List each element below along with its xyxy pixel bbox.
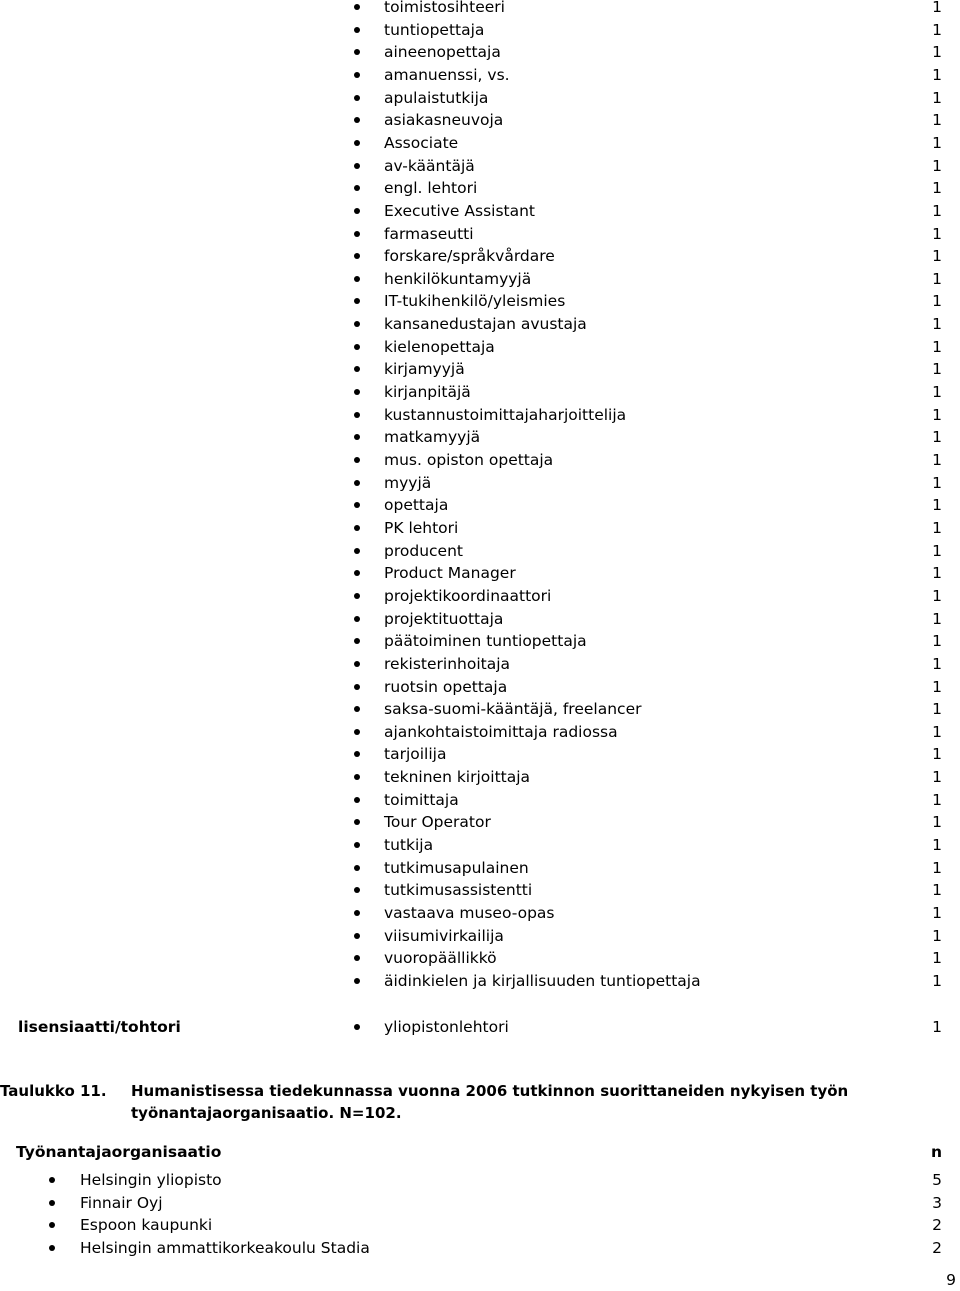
bullet-icon [354, 95, 360, 101]
list-item-label: IT-tukihenkilö/yleismies [384, 292, 566, 311]
bullet-icon [354, 548, 360, 554]
list-item [354, 132, 942, 154]
employer-count: 2 [932, 1216, 942, 1235]
degree-group-row [18, 1016, 942, 1038]
bullet-icon [49, 1177, 55, 1183]
list-item-label: amanuenssi, vs. [384, 65, 510, 84]
bullet-icon [354, 4, 360, 10]
list-item [354, 245, 942, 267]
list-item-count: 1 [932, 156, 942, 175]
list-item [354, 358, 942, 380]
list-item-label: projektikoordinaattori [384, 586, 552, 605]
list-item-label: rekisterinhoitaja [384, 654, 511, 673]
list-item [354, 653, 942, 675]
list-item [354, 336, 942, 358]
list-item [354, 426, 942, 448]
list-item-count: 1 [932, 133, 942, 152]
list-item [354, 200, 942, 222]
list-item-label: tekninen kirjoittaja [384, 768, 531, 787]
list-item-label: opettaja [384, 496, 449, 515]
list-item-label: kielenopettaja [384, 337, 495, 356]
list-item-count: 1 [932, 65, 942, 84]
bullet-icon [354, 117, 360, 123]
list-item-count: 1 [932, 904, 942, 922]
bullet-icon [354, 185, 360, 191]
list-item-count: 1 [932, 768, 942, 787]
list-item-count: 1 [932, 677, 942, 696]
list-item-label: vastaava museo-opas [384, 904, 555, 922]
list-item-label: kustannustoimittajaharjoittelija [384, 405, 627, 424]
list-item-label: asiakasneuvoja [384, 111, 504, 130]
bullet-icon [354, 865, 360, 871]
list-item-label: äidinkielen ja kirjallisuuden tuntiopettaja [384, 971, 701, 990]
bullet-icon [354, 933, 360, 939]
list-item-count: 1 [932, 337, 942, 356]
bullet-icon [354, 276, 360, 282]
employer-name: Helsingin yliopisto [80, 1171, 222, 1189]
list-item-label: päätoiminen tuntiopettaja [384, 632, 587, 651]
list-item-count: 1 [932, 564, 942, 583]
list-item [354, 608, 942, 630]
list-item [354, 268, 942, 290]
list-item [354, 743, 942, 765]
bullet-icon [354, 298, 360, 304]
bullet-icon [354, 457, 360, 463]
list-item-count: 1 [932, 632, 942, 651]
bullet-icon [354, 389, 360, 395]
bullet-icon [354, 616, 360, 622]
degree-category: lisensiaatti/tohtori [18, 1018, 181, 1036]
list-item-count: 1 [932, 111, 942, 130]
list-item-count: 1 [932, 473, 942, 492]
bullet-icon [354, 140, 360, 146]
list-item-label: forskare/språkvårdare [384, 247, 555, 266]
bullet-icon [354, 684, 360, 690]
list-item [354, 155, 942, 177]
list-item [354, 811, 942, 833]
employer-table-header [16, 1141, 942, 1163]
list-item-label: henkilökuntamyyjä [384, 269, 532, 288]
employer-name: Helsingin ammattikorkeakoulu Stadia [80, 1239, 370, 1258]
list-item [354, 834, 942, 856]
list-item-label: mus. opiston opettaja [384, 451, 554, 469]
bullet-icon [354, 819, 360, 825]
list-item-count: 1 [932, 790, 942, 809]
bullet-icon [354, 661, 360, 667]
bullet-icon [354, 910, 360, 916]
table-row [49, 1214, 942, 1236]
bullet-icon [354, 27, 360, 33]
list-item-count: 1 [932, 813, 942, 832]
list-item-label: kansanedustajan avustaja [384, 315, 587, 334]
list-item-count: 1 [932, 20, 942, 39]
list-item-label: kirjamyyjä [384, 360, 465, 379]
list-item [354, 879, 942, 901]
employer-count: 2 [932, 1239, 942, 1258]
list-item-count: 1 [932, 383, 942, 402]
list-item-count: 1 [932, 949, 942, 968]
bullet-icon [354, 887, 360, 893]
list-item-count: 1 [932, 360, 942, 379]
list-item-count: 1 [932, 315, 942, 334]
list-item-label: tuntiopettaja [384, 20, 485, 39]
list-item-count: 1 [932, 292, 942, 311]
list-item [354, 0, 942, 18]
list-item-count: 1 [932, 722, 942, 741]
list-item [354, 64, 942, 86]
table-row [49, 1237, 942, 1259]
list-item-label: Product Manager [384, 564, 516, 583]
list-item-count: 1 [932, 405, 942, 424]
list-item-count: 1 [932, 654, 942, 673]
list-item [354, 676, 942, 698]
list-item-label: ruotsin opettaja [384, 677, 508, 696]
list-item-label: engl. lehtori [384, 179, 478, 198]
bullet-icon [354, 638, 360, 644]
list-item-label: av-kääntäjä [384, 156, 475, 175]
list-item-label: farmaseutti [384, 224, 474, 243]
list-item-label: projektituottaja [384, 609, 504, 628]
bullet-icon [354, 774, 360, 780]
list-item [354, 902, 942, 924]
list-item-count: 1 [932, 201, 942, 220]
list-item-label: Associate [384, 133, 459, 152]
list-item [354, 540, 942, 562]
bullet-icon [354, 593, 360, 599]
list-item-label: ajankohtaistoimittaja radiossa [384, 722, 618, 741]
list-item-count: 1 [932, 700, 942, 719]
list-item-count: 1 [932, 247, 942, 266]
bullet-icon [354, 570, 360, 576]
list-item-count: 1 [932, 858, 942, 877]
list-item-label: myyjä [384, 473, 432, 492]
bullet-icon [354, 1024, 360, 1030]
bullet-icon [354, 978, 360, 984]
employer-name: Finnair Oyj [80, 1193, 163, 1212]
bullet-icon [354, 751, 360, 757]
list-item-label: saksa-suomi-kääntäjä, freelancer [384, 700, 642, 719]
list-item-label: tutkimusapulainen [384, 858, 529, 877]
bullet-icon [354, 480, 360, 486]
bullet-icon [354, 502, 360, 508]
list-item-label: matkamyyjä [384, 428, 481, 447]
list-item-count: 1 [932, 541, 942, 560]
bullet-icon [354, 797, 360, 803]
list-item-label: viisumivirkailija [384, 926, 504, 945]
list-item [354, 381, 942, 403]
bullet-icon [354, 842, 360, 848]
list-item-count: 1 [932, 971, 942, 990]
list-item [354, 87, 942, 109]
list-item-label: apulaistutkija [384, 88, 489, 107]
list-item-count: 1 [932, 836, 942, 855]
bullet-icon [354, 49, 360, 55]
employer-count: 3 [932, 1193, 942, 1212]
list-item-label: producent [384, 541, 463, 560]
table-row [49, 1192, 942, 1214]
table-caption-text-line2: työnantajaorganisaatio. N=102. [131, 1104, 402, 1122]
list-item [354, 721, 942, 743]
list-item-label: aineenopettaja [384, 43, 501, 62]
list-item-label: toimittaja [384, 790, 459, 809]
employer-count: 5 [932, 1171, 942, 1189]
bullet-icon [354, 321, 360, 327]
bullet-icon [354, 344, 360, 350]
list-item-count: 1 [932, 586, 942, 605]
list-item [354, 177, 942, 199]
list-item [354, 947, 942, 969]
list-item-label: tarjoilija [384, 745, 447, 764]
list-item [354, 109, 942, 131]
table-caption-number: Taulukko 11. [0, 1082, 107, 1100]
bullet-icon [354, 525, 360, 531]
employer-header-label: Työnantajaorganisaatio [16, 1143, 222, 1161]
list-item-count: 1 [932, 451, 942, 469]
list-item [354, 290, 942, 312]
bullet-icon [354, 231, 360, 237]
list-item [354, 449, 942, 471]
list-item-label: Executive Assistant [384, 201, 536, 220]
bullet-icon [354, 412, 360, 418]
bullet-icon [354, 163, 360, 169]
list-item-label: vuoropäällikkö [384, 949, 497, 968]
degree-item-label: yliopistonlehtori [384, 1018, 509, 1036]
list-item [354, 630, 942, 652]
bullet-icon [354, 729, 360, 735]
list-item-count: 1 [932, 496, 942, 515]
list-item [354, 562, 942, 584]
list-item [354, 19, 942, 41]
list-item-count: 1 [932, 926, 942, 945]
list-item [354, 698, 942, 720]
list-item-count: 1 [932, 518, 942, 537]
list-item [354, 494, 942, 516]
list-item-count: 1 [932, 179, 942, 198]
page-number: 9 [946, 1271, 956, 1289]
bullet-icon [49, 1245, 55, 1251]
list-item-count: 1 [932, 609, 942, 628]
list-item-label: toimistosihteeri [384, 0, 505, 16]
list-item-count: 1 [932, 881, 942, 900]
list-item [354, 313, 942, 335]
bullet-icon [354, 208, 360, 214]
bullet-icon [49, 1200, 55, 1206]
employer-name: Espoon kaupunki [80, 1216, 213, 1235]
list-item-label: kirjanpitäjä [384, 383, 471, 402]
bullet-icon [354, 434, 360, 440]
bullet-icon [354, 72, 360, 78]
list-item [354, 857, 942, 879]
list-item-label: Tour Operator [384, 813, 491, 832]
list-item-label: tutkija [384, 836, 434, 855]
list-item [354, 925, 942, 947]
bullet-icon [354, 955, 360, 961]
list-item [354, 585, 942, 607]
list-item [354, 970, 942, 992]
bullet-icon [354, 253, 360, 259]
list-item-label: tutkimusassistentti [384, 881, 533, 900]
list-item [354, 472, 942, 494]
list-item [354, 517, 942, 539]
table-caption-text-line1: Humanistisessa tiedekunnassa vuonna 2006 tutkinnon suorittaneiden nykyisen työn [131, 1082, 849, 1100]
table-row [49, 1169, 942, 1191]
bullet-icon [49, 1222, 55, 1228]
list-item-count: 1 [932, 745, 942, 764]
list-item [354, 789, 942, 811]
list-item-count: 1 [932, 224, 942, 243]
list-item-count: 1 [932, 428, 942, 447]
list-item-count: 1 [932, 43, 942, 62]
list-item [354, 404, 942, 426]
list-item [354, 766, 942, 788]
employer-header-n: n [930, 1143, 942, 1161]
list-item-count: 1 [932, 269, 942, 288]
list-item-count: 1 [932, 88, 942, 107]
list-item [354, 223, 942, 245]
degree-item-count: 1 [932, 1018, 942, 1036]
list-item-label: PK lehtori [384, 518, 459, 537]
bullet-icon [354, 366, 360, 372]
list-item [354, 41, 942, 63]
bullet-icon [354, 706, 360, 712]
list-item-count: 1 [932, 0, 942, 16]
